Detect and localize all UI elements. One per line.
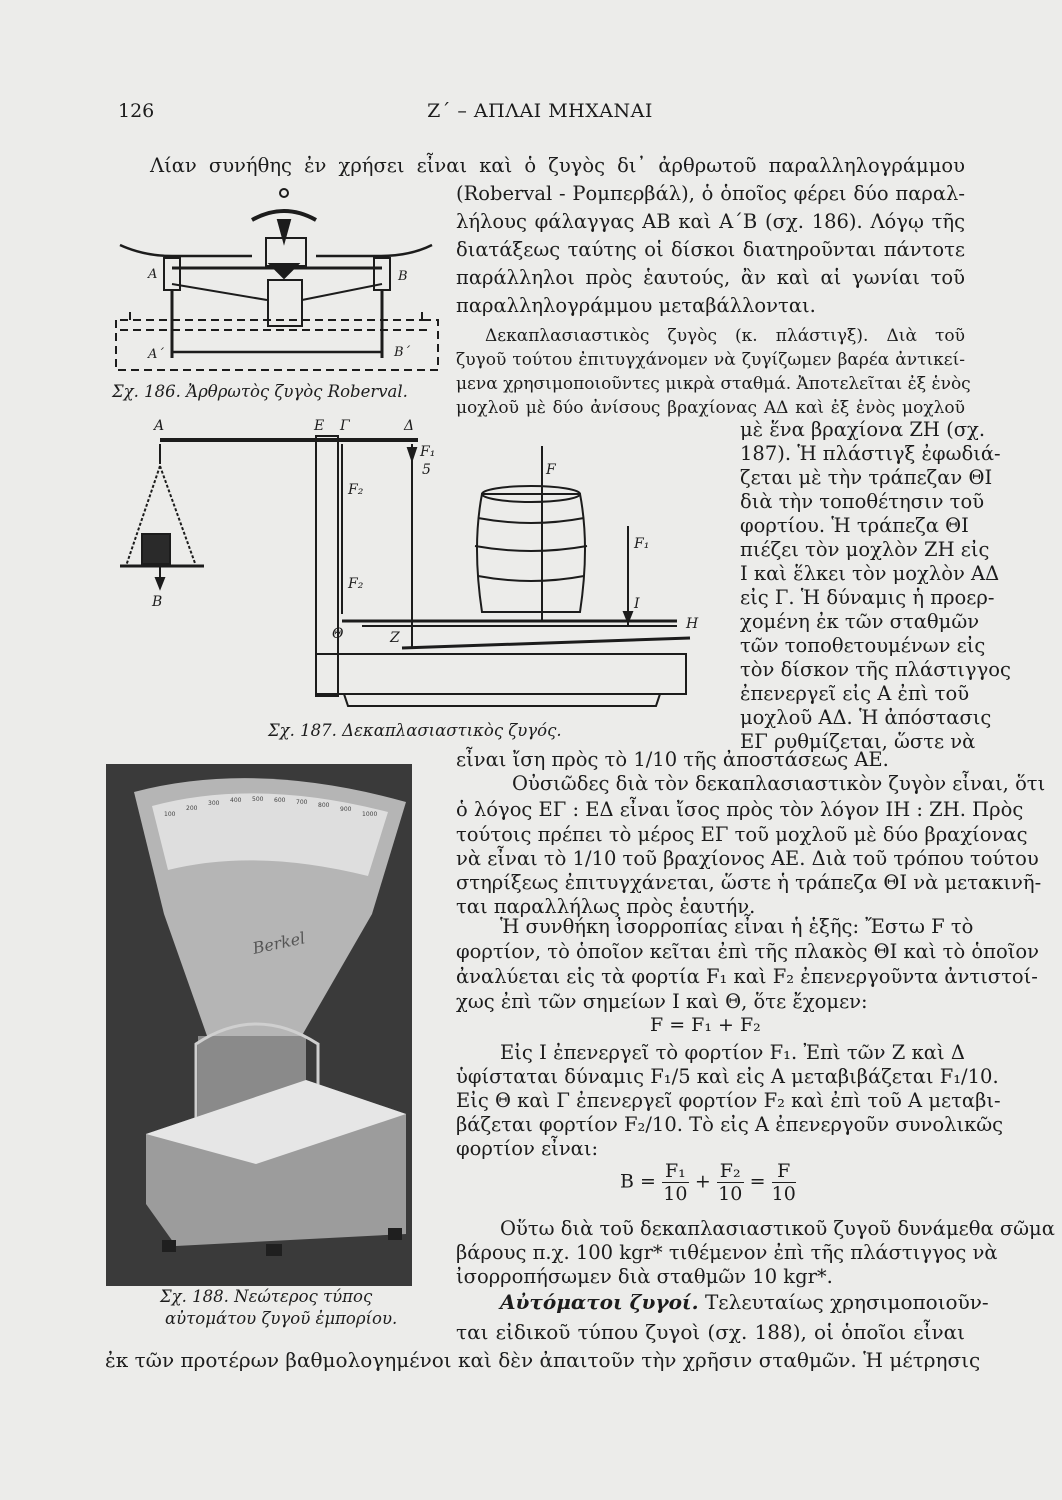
text-line: Ἡ συνθήκη ἰσορροπίας εἶναι ἡ ἑξῆς: Ἔστω F τὸ bbox=[500, 915, 974, 938]
fraction-denominator: 10 bbox=[718, 1183, 743, 1205]
dial-tick: 100 bbox=[164, 811, 176, 818]
weight-block bbox=[142, 534, 170, 564]
figure-188-caption-line2: αὐτομάτου ζυγοῦ ἐμπορίου. bbox=[165, 1309, 398, 1328]
formula-force-sum: F = F₁ + F₂ bbox=[650, 1014, 761, 1036]
label-b: B bbox=[152, 594, 163, 610]
text-line: φορτίον εἶναι: bbox=[456, 1137, 599, 1160]
dial-tick: 1000 bbox=[362, 811, 378, 818]
fraction-numerator: F₂ bbox=[717, 1160, 744, 1183]
label-f1-over-5-den: 5 bbox=[422, 462, 431, 478]
label-a: A bbox=[148, 267, 158, 282]
dial-tick: 700 bbox=[296, 799, 308, 806]
center-column bbox=[266, 238, 306, 266]
text-line: (Roberval - Ρομπερβάλ), ὁ ὁποῖος φέρει δύο παραλ- bbox=[456, 182, 965, 205]
text-line: μοχλοῦ μὲ δύο ἀνίσους βραχίονας ΑΔ καὶ ἐξ ἑνὸς μοχλοῦ bbox=[456, 398, 965, 418]
label-i: I bbox=[634, 596, 640, 612]
text-line: λήλους φάλαγγας ΑΒ καὶ Α΄Β (σχ. 186). Λόγῳ τῆς bbox=[456, 210, 965, 233]
fraction-denominator: 10 bbox=[663, 1183, 688, 1205]
text-line: ἀναλύεται εἰς τὰ φορτία F₁ καὶ F₂ ἐπενεργοῦντα ἀντιστοί- bbox=[456, 965, 1038, 988]
plus-sign: + bbox=[694, 1170, 711, 1193]
text-line: διὰ τὴν τοποθέτησιν τοῦ bbox=[740, 490, 985, 513]
dial-tick: 400 bbox=[230, 797, 242, 804]
formula-total-load bbox=[620, 1160, 796, 1205]
figure-187-decimal-balance-diagram bbox=[112, 416, 702, 728]
text-line: ται παραλλήλως πρὸς ἑαυτήν. bbox=[456, 895, 756, 918]
knife-edge bbox=[270, 264, 298, 278]
page-number: 126 bbox=[118, 100, 155, 122]
label-delta: Δ bbox=[404, 418, 415, 434]
label-e: E bbox=[314, 418, 325, 434]
label-a-prime: A΄ bbox=[148, 347, 164, 362]
caption-text: Δεκαπλασιαστικὸς ζυγός. bbox=[342, 721, 562, 740]
figure-187-caption bbox=[268, 721, 562, 740]
scale-base bbox=[316, 654, 686, 694]
label-f1-over-5: F₁ bbox=[420, 444, 436, 460]
base-foot bbox=[344, 694, 660, 706]
figure-186-caption bbox=[112, 382, 408, 401]
label-b: B bbox=[398, 269, 408, 284]
label-theta: Θ bbox=[332, 626, 344, 642]
caption-text: Νεώτερος τύπος bbox=[234, 1287, 373, 1306]
text-line: τούτοις πρέπει τὸ μέρος ΕΓ τοῦ μοχλοῦ μὲ δύο βραχίονας bbox=[456, 823, 1028, 846]
label-z: Z bbox=[390, 630, 400, 646]
chapter-title: Ζ΄ – ΑΠΛΑΙ ΜΗΧΑΝΑΙ bbox=[427, 100, 653, 122]
text-line: πιέζει τὸν μοχλὸν ΖΗ εἰς bbox=[740, 538, 990, 561]
label-f2-upper: F₂ bbox=[348, 482, 364, 498]
label-f1: F₁ bbox=[634, 536, 650, 552]
text-line: χως ἐπὶ τῶν σημείων Ι καὶ Θ, ὅτε ἔχομεν: bbox=[456, 990, 868, 1013]
figure-188-photo bbox=[106, 764, 412, 1286]
left-pan bbox=[120, 245, 252, 256]
text-line: διατάξεως ταύτης οἱ δίσκοι διατηροῦνται πάντοτε bbox=[456, 238, 965, 261]
barrel bbox=[475, 486, 587, 612]
arrow-head bbox=[408, 448, 416, 460]
text-line: εἶναι ἴση πρὸς τὸ 1/10 τῆς ἀποστάσεως ΑΕ. bbox=[456, 748, 889, 771]
dial-tick: 600 bbox=[274, 797, 286, 804]
label-a: A bbox=[154, 418, 165, 434]
figure-186-roberval-diagram bbox=[112, 180, 442, 380]
text-line: Εἰς Θ καὶ Γ ἐπενεργεῖ φορτίον F₂ καὶ ἐπὶ τοῦ Α μεταβι- bbox=[456, 1089, 1001, 1112]
text-line: Οὕτω διὰ τοῦ δεκαπλασιαστικοῦ ζυγοῦ δυνάμεθα σῶμα bbox=[500, 1217, 1055, 1240]
text-line: μὲ ἕνα βραχίονα ΖΗ (σχ. bbox=[740, 418, 986, 441]
text-line: τὸν δίσκον τῆς πλάστιγγος bbox=[740, 658, 1011, 681]
text-line: ἐκ τῶν προτέρων βαθμολογημένοι καὶ δὲν ἀπαιτοῦν τὴν χρῆσιν σταθμῶν. Ἡ μέτρησις bbox=[105, 1348, 981, 1372]
pivot-ring bbox=[280, 189, 288, 197]
text-line: ὑφίσταται δύναμις F₁/5 καὶ εἰς Α μεταβιβάζεται F₁/10. bbox=[456, 1065, 999, 1088]
label-f2-lower: F₂ bbox=[348, 576, 364, 592]
text-line: ζυγοῦ τούτου ἐπιτυγχάνομεν νὰ ζυγίζωμεν βαρέα ἀντικεί- bbox=[456, 350, 965, 370]
dial-tick: 200 bbox=[186, 805, 198, 812]
dial-tick: 300 bbox=[208, 800, 220, 807]
scale-arc bbox=[252, 211, 316, 220]
fraction bbox=[772, 1160, 796, 1205]
text-line: μενα χρησιμοποιοῦντες μικρὰ σταθμά. Ἀποτελεῖται ἐξ ἑνὸς bbox=[456, 374, 971, 394]
text-line: Ι καὶ ἕλκει τὸν μοχλὸν ΑΔ bbox=[740, 562, 1000, 585]
label-gamma: Γ bbox=[340, 418, 350, 434]
beam-strut-right bbox=[302, 284, 382, 300]
text-line: Εἰς Ι ἐπενεργεῖ τὸ φορτίον F₁. Ἐπὶ τῶν Ζ καὶ Δ bbox=[500, 1041, 965, 1064]
caption-text: Ἀρθρωτὸς ζυγὸς Roberval. bbox=[186, 382, 408, 401]
barrel-body bbox=[477, 494, 585, 612]
label-b-prime: B΄ bbox=[394, 345, 411, 360]
text-line: βάρους π.χ. 100 kgr* τιθέμενον ἐπὶ τῆς πλάστιγγος νὰ bbox=[456, 1241, 998, 1264]
running-header bbox=[115, 100, 965, 130]
label-f: F bbox=[546, 462, 556, 478]
text-line: φορτίου. Ἡ τράπεζα ΘΙ bbox=[740, 514, 969, 537]
lever-zh bbox=[402, 638, 690, 648]
label-h: H bbox=[686, 616, 699, 632]
text-line: νὰ εἶναι τὸ 1/10 τοῦ βραχίονος ΑΕ. Διὰ τοῦ τρόπου τούτου bbox=[456, 847, 1039, 870]
vertical-pillar bbox=[316, 436, 338, 696]
text-line bbox=[500, 1290, 989, 1314]
text-line: χομένη ἐκ τῶν σταθμῶν bbox=[740, 610, 980, 633]
text-line: παραλληλογράμμου μεταβάλλονται. bbox=[456, 294, 816, 317]
caption-number: Σχ. 186. bbox=[112, 382, 181, 401]
text-line: μοχλοῦ ΑΔ. Ἡ ἀπόστασις bbox=[740, 706, 992, 729]
right-pan bbox=[316, 245, 432, 256]
caption-number: Σχ. 187. bbox=[268, 721, 337, 740]
text-line: φορτίον, τὸ ὁποῖον κεῖται ἐπὶ τῆς πλακὸς ΘΙ καὶ τὸ ὁποῖον bbox=[456, 940, 1039, 963]
section-heading: Αὐτόματοι ζυγοί. bbox=[500, 1290, 699, 1314]
text-line: εἰς Γ. Ἡ δύναμις ἡ προερ- bbox=[740, 586, 995, 609]
text-fragment: Τελευταίως χρησιμοποιοῦν- bbox=[704, 1290, 989, 1314]
dial-tick: 800 bbox=[318, 802, 330, 809]
text-line: Οὐσιῶδες διὰ τὸν δεκαπλασιαστικὸν ζυγὸν εἶναι, ὅτι bbox=[512, 772, 1046, 795]
automatic-scale-illustration bbox=[106, 764, 412, 1286]
fraction-numerator: F bbox=[772, 1160, 796, 1183]
scale-foot bbox=[388, 1228, 402, 1240]
text-line: ἐπενεργεῖ εἰς Α ἐπὶ τοῦ bbox=[740, 682, 970, 705]
scale-foot bbox=[266, 1244, 282, 1256]
text-line: βάζεται φορτίον F₂/10. Τὸ εἰς Α ἐπενεργοῦν συνολικῶς bbox=[456, 1113, 1004, 1136]
text-line: ται εἰδικοῦ τύπου ζυγοὶ (σχ. 188), οἱ ὁποῖοι εἶναι bbox=[456, 1320, 965, 1344]
figure-188-caption bbox=[160, 1287, 372, 1306]
caption-number: Σχ. 188. bbox=[160, 1287, 229, 1306]
text-line: Δεκαπλασιαστικὸς ζυγὸς (κ. πλάστιγξ). Διὰ τοῦ bbox=[485, 326, 965, 346]
equals-sign: = bbox=[749, 1170, 766, 1193]
text-line: ζεται μὲ τὴν τράπεζαν ΘΙ bbox=[740, 466, 993, 489]
beam-strut-left bbox=[172, 284, 267, 300]
dial-tick: 500 bbox=[252, 796, 264, 803]
text-line: παράλληλοι πρὸς ἑαυτούς, ἂν καὶ αἱ γωνίαι τοῦ bbox=[456, 266, 965, 289]
scale-foot bbox=[162, 1240, 176, 1252]
brand-logo: Berkel bbox=[250, 928, 307, 958]
text-line: στηρίξεως ἐπιτυγχάνεται, ὥστε ἡ τράπεζα ΘΙ νὰ μετακινῆ- bbox=[456, 871, 1042, 894]
barrel-hoops bbox=[475, 518, 587, 581]
fraction-numerator: F₁ bbox=[662, 1160, 689, 1183]
text-line: ὁ λόγος ΕΓ : ΕΔ εἶναι ἴσος πρὸς τὸν λόγον ΙΗ : ΖΗ. Πρὸς bbox=[456, 798, 1024, 821]
text-line: ἰσορροπήσωμεν διὰ σταθμῶν 10 kgr*. bbox=[456, 1265, 833, 1288]
text-line: ΕΓ ρυθμίζεται, ὥστε νὰ bbox=[740, 730, 976, 753]
text-line: 187). Ἡ πλάστιγξ ἐφωδιά- bbox=[740, 442, 1001, 465]
text-line: Λίαν συνήθης ἐν χρήσει εἶναι καὶ ὁ ζυγὸς δι᾽ ἀρθρωτοῦ παραλληλογράμμου bbox=[150, 154, 965, 177]
fraction bbox=[717, 1160, 744, 1205]
text-line: τῶν τοποθετουμένων εἰς bbox=[740, 634, 986, 657]
fraction bbox=[662, 1160, 689, 1205]
formula-lhs: B = bbox=[620, 1170, 656, 1193]
arrow-head bbox=[156, 578, 164, 588]
fraction-denominator: 10 bbox=[771, 1183, 796, 1205]
dial-tick: 900 bbox=[340, 806, 352, 813]
